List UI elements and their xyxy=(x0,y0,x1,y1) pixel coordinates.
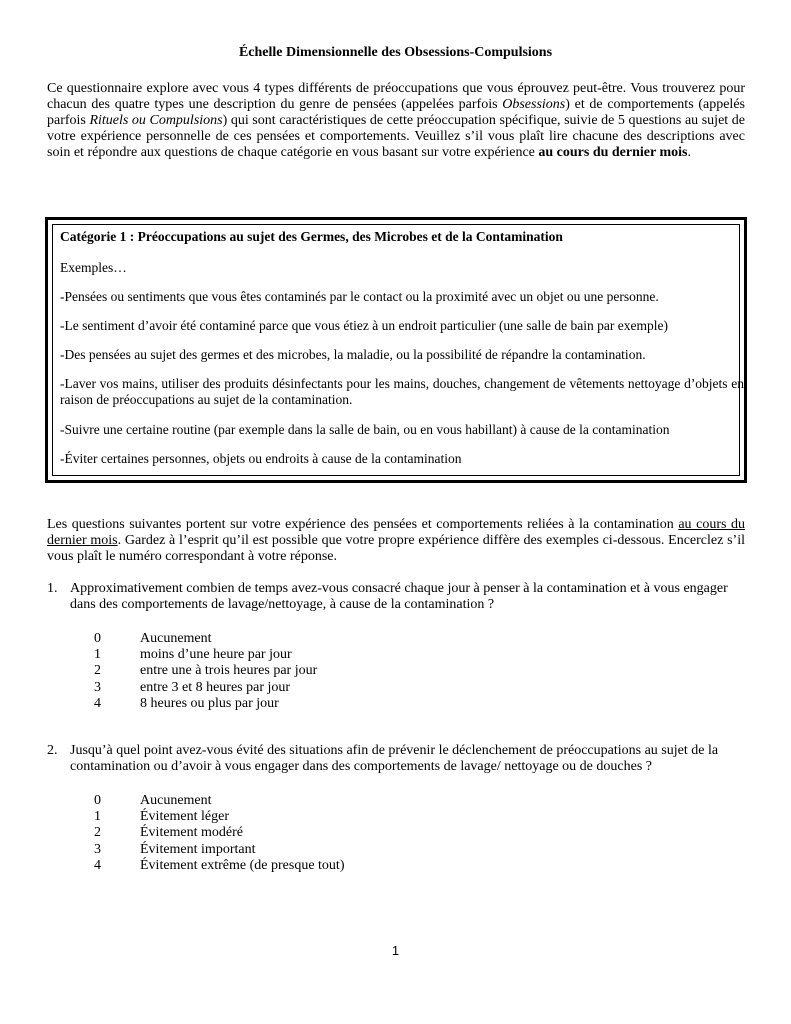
option-value: 3 xyxy=(94,841,101,857)
question-number: 2. xyxy=(47,743,58,758)
intro-rituels: Rituels ou Compulsions xyxy=(89,113,223,128)
option-label: Évitement important xyxy=(140,841,256,857)
examples-label: Exemples… xyxy=(60,260,127,275)
intro-obsessions: Obsessions xyxy=(502,97,566,112)
question-text: Jusqu’à quel point avez-vous évité des situations afin de prévenir le déclenchement de préoccupations au sujet de la contamination ou d’avoir à vous engager dans des comportements de lavage/ nettoyage ou de douches ? xyxy=(70,743,719,774)
question-2 xyxy=(47,743,745,775)
category-box-inner xyxy=(52,224,744,476)
option-value: 4 xyxy=(94,695,101,711)
example-item: -Le sentiment d’avoir été contaminé parce que vous étiez à un endroit particulier (une salle de bain par exemple) xyxy=(60,318,668,333)
instructions-text: Les questions suivantes portent sur votre expérience des pensées et comportements reliées à la contamination xyxy=(47,517,679,532)
instructions-underlined: au cours du dernier mois xyxy=(47,517,745,548)
example-item: -Éviter certaines personnes, objets ou endroits à cause de la contamination xyxy=(60,451,462,466)
example-item: -Des pensées au sujet des germes et des microbes, la maladie, ou la possibilité de répandre la contamination. xyxy=(60,347,646,362)
instructions-paragraph xyxy=(47,517,745,565)
option-value: 2 xyxy=(94,663,101,679)
option-label: entre 3 et 8 heures par jour xyxy=(140,679,291,695)
option-value: 1 xyxy=(94,809,101,825)
category-box xyxy=(45,217,747,483)
option-label: Évitement extrême (de presque tout) xyxy=(140,857,345,873)
option-value: 2 xyxy=(94,825,101,841)
option-label: Évitement modéré xyxy=(140,825,244,841)
option-label: moins d’une heure par jour xyxy=(140,647,292,663)
question-text: Approximativement combien de temps avez-vous consacré chaque jour à penser à la contamination et à vous engager dans des comportements de lavage/nettoyage, à cause de la contamination ? xyxy=(70,581,728,612)
option-label: Aucunement xyxy=(140,793,212,808)
page-number: 1 xyxy=(391,943,400,958)
option-value: 0 xyxy=(94,793,101,808)
option-value: 3 xyxy=(94,679,101,695)
option-label: entre une à trois heures par jour xyxy=(140,663,318,679)
document-title: Échelle Dimensionnelle des Obsessions-Compulsions xyxy=(238,45,553,60)
example-item: -Laver vos mains, utiliser des produits désinfectants pour les mains, douches, changement de vêtements nettoyage d’objets en raison de préoccupations au sujet de la contamination. xyxy=(60,376,744,407)
question-number: 1. xyxy=(47,581,58,596)
option-value: 1 xyxy=(94,647,101,663)
option-label: Évitement léger xyxy=(140,809,230,825)
option-label: 8 heures ou plus par jour xyxy=(140,695,279,711)
option-value: 4 xyxy=(94,857,101,873)
intro-text: ) et de comportements (appelés parfois xyxy=(47,97,745,128)
intro-paragraph xyxy=(47,81,745,161)
option-label: Aucunement xyxy=(140,631,212,646)
example-item: -Pensées ou sentiments que vous êtes contaminés par le contact ou la proximité avec un objet ou une personne. xyxy=(60,289,659,304)
option-value: 0 xyxy=(94,631,101,646)
question-1 xyxy=(47,581,745,613)
intro-text: . xyxy=(687,145,691,160)
intro-text: Ce questionnaire explore avec vous 4 types différents de préoccupations que vous éprouvez peut-être. Vous trouverez pour chacun des quatre types une description du genre de pensées (appelées parfois xyxy=(47,81,745,112)
example-item: -Suivre une certaine routine (par exemple dans la salle de bain, ou en vous habillant) à cause de la contamination xyxy=(60,422,670,437)
intro-text: ) qui sont caractéristiques de cette préoccupation spécifique, suivie de 5 questions au sujet de votre expérience personnelle de ces pensées et comportements. Veuillez s’il vous plaît lire chacune des descriptions avec soin et répondre aux questions de chaque catégorie en vous basant sur votre expérience xyxy=(47,113,745,160)
intro-emphasis: au cours du dernier mois xyxy=(538,145,688,160)
instructions-text: . Gardez à l’esprit qu’il est possible que votre propre expérience diffère des exemples ci-dessous. Encerclez s’il vous plaît le numéro correspondant à votre réponse. xyxy=(47,533,745,564)
category-title: Catégorie 1 : Préoccupations au sujet des Germes, des Microbes et de la Contamination xyxy=(60,229,563,244)
